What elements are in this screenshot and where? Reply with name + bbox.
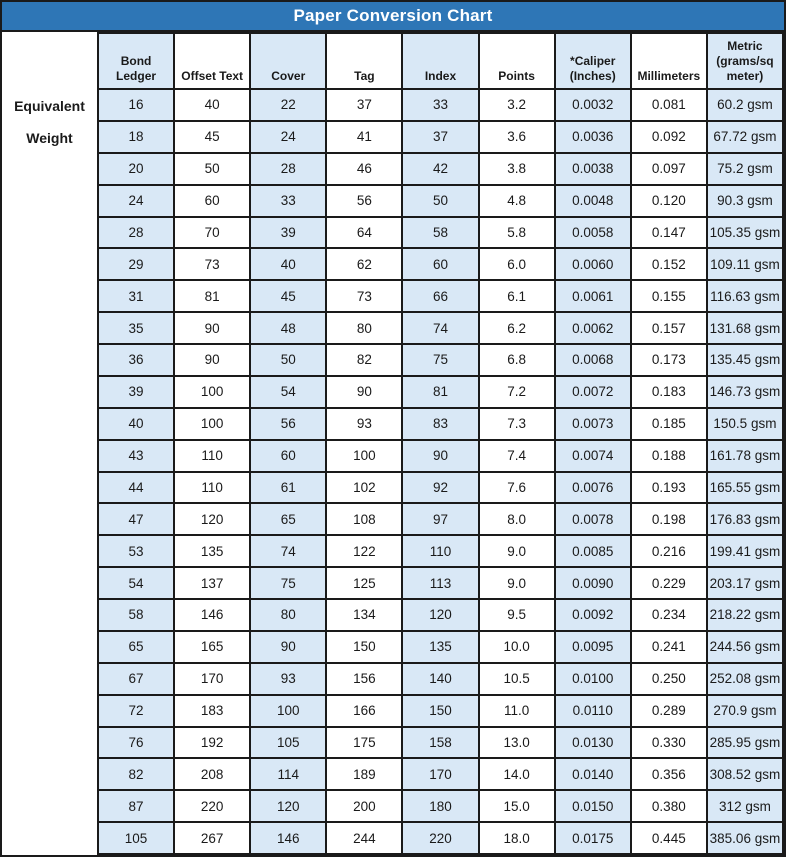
table-cell: 42 <box>402 153 478 185</box>
table-cell: 66 <box>402 280 478 312</box>
table-cell: 24 <box>250 121 326 153</box>
table-cell: 0.097 <box>631 153 707 185</box>
table-cell: 90 <box>174 344 250 376</box>
table-cell: 146 <box>250 822 326 854</box>
table-cell: 140 <box>402 663 478 695</box>
table-row <box>98 248 783 280</box>
table-row <box>98 217 783 249</box>
table-row <box>98 822 783 854</box>
table-cell: 40 <box>98 408 174 440</box>
table-cell: 134 <box>326 599 402 631</box>
table-row <box>98 440 783 472</box>
table-cell: 31 <box>98 280 174 312</box>
table-cell: 0.188 <box>631 440 707 472</box>
table-cell: 74 <box>402 312 478 344</box>
table-cell: 3.2 <box>479 89 555 121</box>
table-cell: 150.5 gsm <box>707 408 783 440</box>
table-cell: 0.120 <box>631 185 707 217</box>
table-cell: 0.152 <box>631 248 707 280</box>
column-header: Tag <box>326 33 402 89</box>
table-cell: 60 <box>250 440 326 472</box>
table-cell: 0.092 <box>631 121 707 153</box>
table-cell: 60.2 gsm <box>707 89 783 121</box>
table-cell: 0.081 <box>631 89 707 121</box>
table-cell: 92 <box>402 472 478 504</box>
table-cell: 5.8 <box>479 217 555 249</box>
table-cell: 90 <box>326 376 402 408</box>
table-cell: 105 <box>98 822 174 854</box>
table-row <box>98 121 783 153</box>
table-cell: 10.5 <box>479 663 555 695</box>
table-cell: 0.147 <box>631 217 707 249</box>
table-row <box>98 472 783 504</box>
table-cell: 39 <box>98 376 174 408</box>
table-cell: 0.183 <box>631 376 707 408</box>
table-cell: 56 <box>250 408 326 440</box>
table-cell: 125 <box>326 567 402 599</box>
table-cell: 54 <box>98 567 174 599</box>
column-header: Metric (grams/sq meter) <box>707 33 783 89</box>
table-cell: 50 <box>250 344 326 376</box>
table-cell: 6.1 <box>479 280 555 312</box>
table-cell: 0.216 <box>631 535 707 567</box>
table-cell: 43 <box>98 440 174 472</box>
table-cell: 58 <box>98 599 174 631</box>
table-cell: 53 <box>98 535 174 567</box>
table-cell: 0.0095 <box>555 631 631 663</box>
table-row <box>98 344 783 376</box>
table-cell: 270.9 gsm <box>707 695 783 727</box>
table-cell: 158 <box>402 727 478 759</box>
table-cell: 135 <box>174 535 250 567</box>
table-cell: 60 <box>174 185 250 217</box>
table-cell: 170 <box>402 758 478 790</box>
table-cell: 267 <box>174 822 250 854</box>
table-cell: 0.241 <box>631 631 707 663</box>
table-cell: 161.78 gsm <box>707 440 783 472</box>
table-cell: 135.45 gsm <box>707 344 783 376</box>
table-cell: 73 <box>174 248 250 280</box>
table-cell: 110 <box>402 535 478 567</box>
table-cell: 0.155 <box>631 280 707 312</box>
conversion-table <box>97 32 784 855</box>
table-cell: 80 <box>250 599 326 631</box>
table-cell: 0.234 <box>631 599 707 631</box>
table-cell: 7.6 <box>479 472 555 504</box>
table-cell: 37 <box>326 89 402 121</box>
table-cell: 0.0072 <box>555 376 631 408</box>
table-cell: 33 <box>250 185 326 217</box>
table-cell: 61 <box>250 472 326 504</box>
table-cell: 46 <box>326 153 402 185</box>
table-row <box>98 503 783 535</box>
table-cell: 0.0048 <box>555 185 631 217</box>
table-cell: 0.0078 <box>555 503 631 535</box>
table-cell: 189 <box>326 758 402 790</box>
table-cell: 0.0058 <box>555 217 631 249</box>
table-cell: 40 <box>250 248 326 280</box>
table-cell: 28 <box>98 217 174 249</box>
table-cell: 20 <box>98 153 174 185</box>
header-row <box>98 33 783 89</box>
chart-body <box>2 32 784 855</box>
column-header: Index <box>402 33 478 89</box>
table-cell: 70 <box>174 217 250 249</box>
table-cell: 75 <box>402 344 478 376</box>
column-header: Offset Text <box>174 33 250 89</box>
table-cell: 146 <box>174 599 250 631</box>
table-cell: 73 <box>326 280 402 312</box>
table-row <box>98 312 783 344</box>
column-header: Bond Ledger <box>98 33 174 89</box>
table-cell: 0.0062 <box>555 312 631 344</box>
column-header: Cover <box>250 33 326 89</box>
table-cell: 156 <box>326 663 402 695</box>
table-cell: 385.06 gsm <box>707 822 783 854</box>
table-cell: 18 <box>98 121 174 153</box>
table-cell: 0.356 <box>631 758 707 790</box>
table-cell: 37 <box>402 121 478 153</box>
table-cell: 8.0 <box>479 503 555 535</box>
table-cell: 0.0140 <box>555 758 631 790</box>
table-cell: 6.2 <box>479 312 555 344</box>
table-cell: 192 <box>174 727 250 759</box>
table-cell: 0.0085 <box>555 535 631 567</box>
table-cell: 252.08 gsm <box>707 663 783 695</box>
table-row <box>98 376 783 408</box>
table-cell: 67 <box>98 663 174 695</box>
table-cell: 0.380 <box>631 790 707 822</box>
table-cell: 90 <box>402 440 478 472</box>
table-cell: 150 <box>402 695 478 727</box>
table-cell: 90 <box>174 312 250 344</box>
table-cell: 165.55 gsm <box>707 472 783 504</box>
table-cell: 0.0061 <box>555 280 631 312</box>
table-cell: 0.0032 <box>555 89 631 121</box>
table-cell: 9.0 <box>479 567 555 599</box>
table-cell: 100 <box>174 376 250 408</box>
table-cell: 80 <box>326 312 402 344</box>
table-cell: 0.250 <box>631 663 707 695</box>
table-cell: 244 <box>326 822 402 854</box>
table-cell: 120 <box>174 503 250 535</box>
table-cell: 135 <box>402 631 478 663</box>
table-row <box>98 663 783 695</box>
table-row <box>98 599 783 631</box>
table-cell: 0.0130 <box>555 727 631 759</box>
column-header: Millimeters <box>631 33 707 89</box>
table-cell: 87 <box>98 790 174 822</box>
table-cell: 0.0110 <box>555 695 631 727</box>
table-cell: 0.0068 <box>555 344 631 376</box>
table-cell: 0.157 <box>631 312 707 344</box>
table-cell: 29 <box>98 248 174 280</box>
table-cell: 176.83 gsm <box>707 503 783 535</box>
table-cell: 28 <box>250 153 326 185</box>
table-cell: 50 <box>402 185 478 217</box>
table-cell: 0.185 <box>631 408 707 440</box>
table-cell: 200 <box>326 790 402 822</box>
table-cell: 285.95 gsm <box>707 727 783 759</box>
table-cell: 44 <box>98 472 174 504</box>
table-row <box>98 727 783 759</box>
table-cell: 6.0 <box>479 248 555 280</box>
table-cell: 105 <box>250 727 326 759</box>
table-cell: 0.229 <box>631 567 707 599</box>
table-cell: 0.0092 <box>555 599 631 631</box>
table-cell: 100 <box>326 440 402 472</box>
table-cell: 100 <box>250 695 326 727</box>
table-cell: 166 <box>326 695 402 727</box>
table-cell: 83 <box>402 408 478 440</box>
table-cell: 76 <box>98 727 174 759</box>
table-cell: 7.3 <box>479 408 555 440</box>
table-cell: 90.3 gsm <box>707 185 783 217</box>
table-cell: 218.22 gsm <box>707 599 783 631</box>
table-cell: 0.445 <box>631 822 707 854</box>
table-cell: 0.198 <box>631 503 707 535</box>
table-row <box>98 535 783 567</box>
table-cell: 93 <box>326 408 402 440</box>
table-cell: 97 <box>402 503 478 535</box>
table-row <box>98 790 783 822</box>
table-cell: 93 <box>250 663 326 695</box>
table-cell: 175 <box>326 727 402 759</box>
table-cell: 15.0 <box>479 790 555 822</box>
table-cell: 0.193 <box>631 472 707 504</box>
table-cell: 165 <box>174 631 250 663</box>
table-cell: 18.0 <box>479 822 555 854</box>
table-cell: 105.35 gsm <box>707 217 783 249</box>
table-body <box>98 89 783 854</box>
table-cell: 10.0 <box>479 631 555 663</box>
table-cell: 131.68 gsm <box>707 312 783 344</box>
table-cell: 0.289 <box>631 695 707 727</box>
page-title: Paper Conversion Chart <box>2 2 784 32</box>
table-cell: 7.4 <box>479 440 555 472</box>
table-cell: 180 <box>402 790 478 822</box>
column-header: Points <box>479 33 555 89</box>
table-cell: 72 <box>98 695 174 727</box>
table-row <box>98 153 783 185</box>
table-cell: 35 <box>98 312 174 344</box>
table-cell: 9.0 <box>479 535 555 567</box>
table-cell: 39 <box>250 217 326 249</box>
table-cell: 67.72 gsm <box>707 121 783 153</box>
table-cell: 308.52 gsm <box>707 758 783 790</box>
table-cell: 109.11 gsm <box>707 248 783 280</box>
table-cell: 108 <box>326 503 402 535</box>
table-cell: 0.0076 <box>555 472 631 504</box>
table-cell: 6.8 <box>479 344 555 376</box>
table-cell: 82 <box>326 344 402 376</box>
table-row <box>98 408 783 440</box>
table-cell: 0.0090 <box>555 567 631 599</box>
table-cell: 0.0038 <box>555 153 631 185</box>
table-cell: 75 <box>250 567 326 599</box>
table-cell: 14.0 <box>479 758 555 790</box>
table-cell: 54 <box>250 376 326 408</box>
table-cell: 9.5 <box>479 599 555 631</box>
table-cell: 150 <box>326 631 402 663</box>
table-header <box>98 33 783 89</box>
table-cell: 208 <box>174 758 250 790</box>
table-cell: 122 <box>326 535 402 567</box>
table-cell: 0.330 <box>631 727 707 759</box>
table-cell: 0.0060 <box>555 248 631 280</box>
table-cell: 65 <box>250 503 326 535</box>
table-cell: 4.8 <box>479 185 555 217</box>
table-cell: 0.0074 <box>555 440 631 472</box>
table-cell: 48 <box>250 312 326 344</box>
table-cell: 41 <box>326 121 402 153</box>
table-cell: 113 <box>402 567 478 599</box>
table-cell: 116.63 gsm <box>707 280 783 312</box>
table-cell: 0.0175 <box>555 822 631 854</box>
table-cell: 11.0 <box>479 695 555 727</box>
table-cell: 3.8 <box>479 153 555 185</box>
table-row <box>98 758 783 790</box>
table-cell: 7.2 <box>479 376 555 408</box>
row-group-label: Equivalent Weight <box>2 32 97 855</box>
table-row <box>98 567 783 599</box>
table-cell: 110 <box>174 472 250 504</box>
table-cell: 0.0073 <box>555 408 631 440</box>
table-cell: 183 <box>174 695 250 727</box>
table-row <box>98 695 783 727</box>
table-cell: 100 <box>174 408 250 440</box>
table-cell: 65 <box>98 631 174 663</box>
table-cell: 203.17 gsm <box>707 567 783 599</box>
table-cell: 81 <box>402 376 478 408</box>
table-cell: 56 <box>326 185 402 217</box>
table-cell: 220 <box>402 822 478 854</box>
table-cell: 244.56 gsm <box>707 631 783 663</box>
table-cell: 60 <box>402 248 478 280</box>
table-cell: 3.6 <box>479 121 555 153</box>
table-cell: 199.41 gsm <box>707 535 783 567</box>
table-cell: 170 <box>174 663 250 695</box>
table-cell: 33 <box>402 89 478 121</box>
table-row <box>98 631 783 663</box>
table-cell: 0.0036 <box>555 121 631 153</box>
table-cell: 22 <box>250 89 326 121</box>
table-cell: 137 <box>174 567 250 599</box>
table-row <box>98 185 783 217</box>
table-cell: 40 <box>174 89 250 121</box>
table-cell: 102 <box>326 472 402 504</box>
table-cell: 36 <box>98 344 174 376</box>
table-cell: 50 <box>174 153 250 185</box>
table-cell: 0.0150 <box>555 790 631 822</box>
table-cell: 58 <box>402 217 478 249</box>
table-cell: 120 <box>402 599 478 631</box>
table-cell: 13.0 <box>479 727 555 759</box>
table-cell: 120 <box>250 790 326 822</box>
table-cell: 24 <box>98 185 174 217</box>
table-cell: 0.0100 <box>555 663 631 695</box>
table-cell: 45 <box>250 280 326 312</box>
table-cell: 220 <box>174 790 250 822</box>
table-row <box>98 280 783 312</box>
table-cell: 82 <box>98 758 174 790</box>
table-cell: 74 <box>250 535 326 567</box>
table-cell: 16 <box>98 89 174 121</box>
table-cell: 81 <box>174 280 250 312</box>
table-row <box>98 89 783 121</box>
table-cell: 47 <box>98 503 174 535</box>
table-cell: 64 <box>326 217 402 249</box>
table-cell: 114 <box>250 758 326 790</box>
table-cell: 90 <box>250 631 326 663</box>
table-cell: 312 gsm <box>707 790 783 822</box>
table-cell: 62 <box>326 248 402 280</box>
table-cell: 0.173 <box>631 344 707 376</box>
table-cell: 75.2 gsm <box>707 153 783 185</box>
column-header: *Caliper (Inches) <box>555 33 631 89</box>
table-cell: 45 <box>174 121 250 153</box>
table-cell: 110 <box>174 440 250 472</box>
table-cell: 146.73 gsm <box>707 376 783 408</box>
